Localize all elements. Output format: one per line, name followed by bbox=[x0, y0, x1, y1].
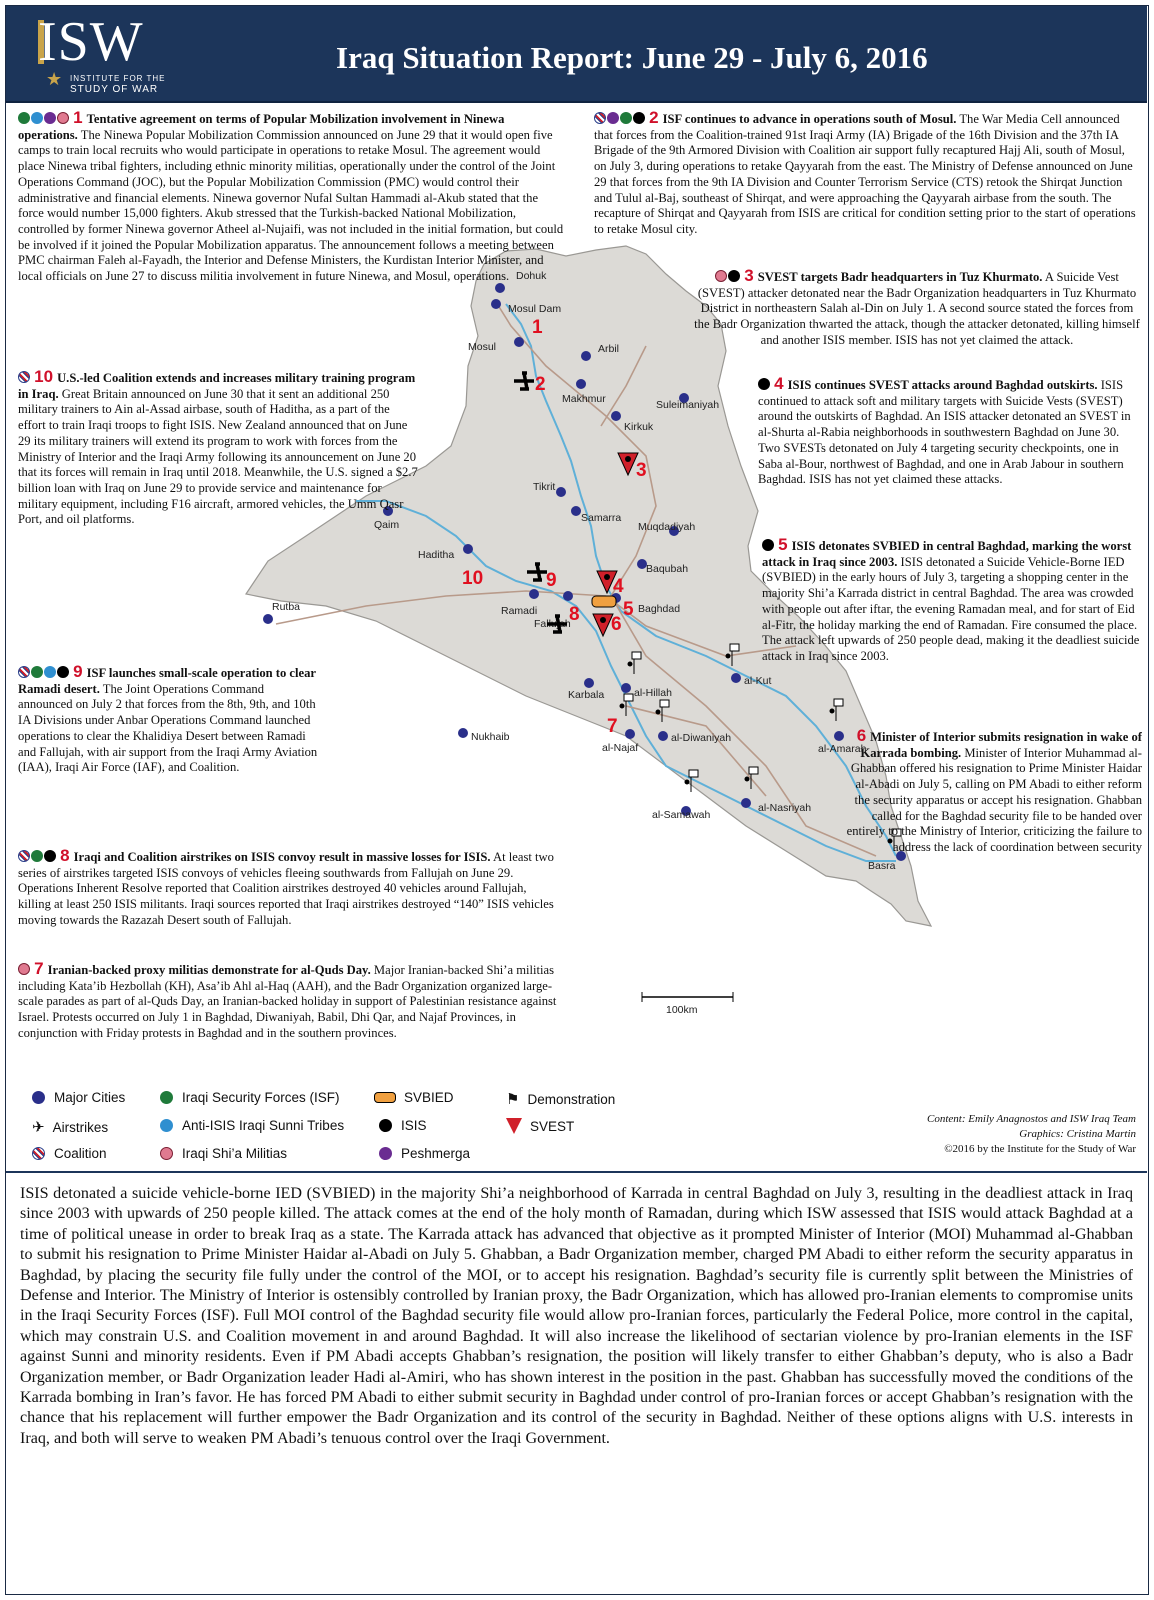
block-body: Great Britain announced on June 30 that it sent an additional 250 military trainers to Ain al-Assad airbase, south of Haditha, as a part of the effort to train Iraqi troops to fight ISIS. New Zealand announced that on June 29 its military trainers will extend its program to work with forces from the Ministry of Interior and the Iraqi Army following its announcement on June 20 that its forces will remain in Iraq until 2018. Meanwhile, the U.S. signed a $2.7 billion loan with Iraq on June 29 to provide service and maintenance for military equipment, including F16 aircraft, armored vehicles, the Umm Qasr Port, and oil platforms. bbox=[18, 386, 418, 527]
block-10 bbox=[18, 369, 418, 659]
block-number: 1 bbox=[73, 110, 83, 127]
isis-dot bbox=[758, 378, 770, 390]
block-5 bbox=[762, 537, 1142, 717]
shia-dot bbox=[715, 270, 727, 282]
legend-label: Anti-ISIS Iraqi Sunni Tribes bbox=[182, 1118, 345, 1133]
coalition-dot bbox=[32, 1147, 45, 1160]
block-heading: Minister of Interior submits resignation in wake of Karrada bombing. bbox=[860, 730, 1142, 760]
block-body: The War Media Cell announced that forces from the Coalition-trained 91st Iraqi Army (IA) Brigade of the 16th Division and the 37th IA Brigade of the 9th Armored Division with Coalition air support fully recaptured Hajj Ali, south of Mosul, on July 3, during operations to retake Qayyarah from the east. The Ministry of Defense announced on June 29 that forces from the 9th IA Division and Counter Terrorism Service (CTS) retook the Shirqat Junction and Tulul al-Baj, southeast of Shirqat, and were approaching the Qayyarah airbase from the south. The recapture of Shirqat and Qayyarah from ISIS are critical for condition setting prior to the start of operations to retake Mosul city. bbox=[594, 112, 1136, 236]
map-marker-8: 8 bbox=[569, 604, 580, 625]
city-label-arbil: Arbil bbox=[598, 343, 620, 355]
block-heading: Iranian-backed proxy militias demonstrate for al-Quds Day. bbox=[47, 963, 371, 977]
city-label-nukhaib: Nukhaib bbox=[471, 731, 510, 743]
svest-icon bbox=[506, 1118, 522, 1134]
shia-dot bbox=[18, 963, 30, 975]
coalition-dot bbox=[18, 371, 30, 383]
shia-dot bbox=[160, 1147, 173, 1160]
block-7 bbox=[18, 961, 558, 1061]
coalition-dot bbox=[18, 666, 30, 678]
block-heading: Tentative agreement on terms of Popular Mobilization involvement in Ninewa operations. bbox=[18, 112, 505, 142]
star-icon: ★ bbox=[46, 69, 63, 89]
block-9 bbox=[18, 664, 318, 832]
city-label-ramadi: Ramadi bbox=[501, 605, 538, 617]
city-label-suleimaniyah: Suleimaniyah bbox=[656, 399, 720, 411]
block-number: 10 bbox=[34, 369, 54, 386]
map-legend bbox=[6, 1084, 876, 1174]
block-8 bbox=[18, 848, 558, 948]
isf-dot bbox=[18, 112, 30, 124]
legend-isf bbox=[160, 1090, 340, 1105]
city-label-rutba: Rutba bbox=[272, 601, 301, 613]
isf-dot bbox=[160, 1091, 173, 1104]
map-marker-4: 4 bbox=[613, 576, 624, 597]
svbied-icon bbox=[592, 596, 616, 607]
city-label-al-hillah: al-Hillah bbox=[634, 687, 672, 699]
city-label-baghdad: Baghdad bbox=[638, 603, 681, 615]
city-label-al-nasriyah: al-Nasriyah bbox=[758, 802, 812, 814]
map-marker-3: 3 bbox=[636, 460, 647, 481]
legend-label: ISIS bbox=[401, 1118, 427, 1133]
block-heading: U.S.-led Coalition extends and increases military training program in Iraq. bbox=[18, 371, 416, 401]
map-marker-10: 10 bbox=[462, 568, 484, 589]
city-label-al-kut: al-Kut bbox=[744, 675, 772, 687]
coalition-dot bbox=[18, 850, 30, 862]
demonstration-icon: ⚑ bbox=[506, 1091, 520, 1108]
legend-svbied bbox=[374, 1090, 454, 1105]
legend-label: Coalition bbox=[54, 1146, 107, 1161]
legend-isis bbox=[379, 1118, 427, 1133]
legend-major-cities bbox=[32, 1090, 125, 1105]
city-label-al-diwaniyah: al-Diwaniyah bbox=[671, 732, 732, 744]
report-title: Iraq Situation Report: June 29 - July 6, 2016 bbox=[336, 40, 928, 75]
block-4 bbox=[758, 376, 1142, 528]
city-label-samarra: Samarra bbox=[581, 512, 622, 524]
block-number: 4 bbox=[774, 376, 784, 393]
credits bbox=[856, 1112, 1136, 1157]
legend-label: Peshmerga bbox=[401, 1146, 471, 1161]
city-al-samawah bbox=[652, 806, 711, 821]
map-marker-9: 9 bbox=[546, 570, 557, 591]
tribe-dot bbox=[160, 1119, 173, 1132]
city-label-al-amarah: al-Amarah bbox=[818, 743, 867, 755]
legend-label: Airstrikes bbox=[52, 1119, 109, 1135]
section-divider bbox=[6, 1171, 1147, 1173]
city-nukhaib bbox=[458, 728, 510, 743]
city-label-haditha: Haditha bbox=[418, 549, 455, 561]
legend-label: Major Cities bbox=[54, 1090, 126, 1105]
isis-dot bbox=[44, 850, 56, 862]
legend-label: Demonstration bbox=[527, 1091, 616, 1107]
block-heading: ISF continues to advance in operations south of Mosul. bbox=[662, 112, 957, 126]
block-3 bbox=[694, 268, 1140, 366]
block-heading: ISIS detonates SVBIED in central Baghdad, marking the worst attack in Iraq since 2003. bbox=[762, 539, 1132, 569]
city-label-qaim: Qaim bbox=[374, 519, 400, 531]
coalition-dot bbox=[594, 112, 606, 124]
svbied-icon bbox=[374, 1092, 396, 1103]
city-label-al-samawah: al-Samawah bbox=[652, 809, 711, 821]
block-heading: SVEST targets Badr headquarters in Tuz Khurmato. bbox=[757, 270, 1043, 284]
block-number: 6 bbox=[856, 728, 867, 745]
city-label-mosul: Mosul bbox=[468, 341, 497, 353]
block-body: ISIS detonated a Suicide Vehicle-Borne IED (SVBIED) in the early hours of July 3, targeting a shopping center in the majority Shi’a Karrada district in central Baghdad. The area was crowded with people out after iftar, the evening Ramadan meal, and for start of Eid al-Fitr, the holiday marking the end of Ramadan. Fire consumed the place. The attack left upwards of 250 people dead, making it the deadliest suicide attack in Iraq since 2003. bbox=[762, 554, 1140, 663]
map-marker-1: 1 bbox=[532, 317, 543, 338]
report-frame bbox=[5, 5, 1149, 1595]
legend-sunni-tribes bbox=[160, 1118, 344, 1133]
summary-paragraph: ISIS detonated a suicide vehicle-borne IED (SVBIED) in the majority Shi’a neighborhood of Karrada in central Baghdad on July 3, resulting in the deadliest attack in Iraq since 2003 with upwards of 250 people killed. The attack comes at the end of the holy month of Ramadan, during which ISW assessed that ISIS would attack Baghdad at a time of political unease in order to break Iraq as a state. The Karrada attack has advanced that objective as it prompted Minister of Interior (MOI) Muhammad al-Ghabban to submit his resignation to Prime Minister Haidar al-Abadi on July 5. Ghabban, a Badr Organization member, charged PM Abadi to either reform the security apparatus in Baghdad, by placing the security file fully under the control of the MOI, or to accept his resignation. Baghdad’s security file is currently split between the Ministries of Defense and Interior. The Ministry of Interior is ostensibly controlled by Iranian proxy, the Badr Organization, which has allowed pro-Iranian elements to compromise units in the Iraqi Security Forces (ISF). Full MOI control of the Baghdad security file would allow pro-Iranian forces, particularly the Federal Police, more control in the capital, which may constrain U.S. and Coalition movement in and around Baghdad. It will also increase the likelihood of sectarian violence by pro-Iranian elements in the ISF against Sunni and minority residents. Even if PM Abadi accepts Ghabban’s resignation, the position will likely transfer to either Ghabban’s deputy, who is also a Badr Organization member, or Badr Organization leader Hadi al-Amiri, who has shown interest in the position in the past. Ghabban has successfully moved the conditions of the Karrada bombing in Iran’s favor. He has forced PM Abadi to either submit security in Baghdad under control of pro-Iranian forces or accept Ghabban’s resignation with the chance that his replacement will further empower the Badr Organization and its control of the security in Baghdad. Neither of these options aligns with U.S. interests in Iraq, and both will serve to weaken PM Abadi’s tenuous control over the Iraqi Government. bbox=[20, 1185, 1133, 1447]
map-marker-7: 7 bbox=[607, 716, 618, 737]
block-body: The Joint Operations Command announced on July 2 that forces from the 8th, 9th, and 10th IA Divisions under Anbar Operations Command launched operations to clear the Khalidiya Desert between Ramadi and Fallujah, with air support from the Iraqi Army Aviation (IAA), Iraqi Air Force (IAF), and Coalition. bbox=[18, 681, 318, 775]
block-2 bbox=[594, 110, 1140, 250]
tribe-dot bbox=[31, 112, 43, 124]
block-body: At least two series of airstrikes targeted ISIS convoys of vehicles fleeing southwards from Fallujah on June 29. Operations Inherent Resolve reported that Coalition airstrikes destroyed 40 vehicles around Fallujah, killing at least 250 ISIS militants. Iraqi sources reported that Iraqi airstrikes destroyed “140” ISIS vehicles moving towards the Razazah Desert south of Fallujah. bbox=[18, 850, 554, 927]
city-label-mosul-dam: Mosul Dam bbox=[508, 303, 562, 315]
copyright: ©2016 by the Institute for the Study of War bbox=[944, 1143, 1136, 1155]
isis-dot bbox=[762, 539, 774, 551]
isf-dot bbox=[31, 850, 43, 862]
block-body: The Ninewa Popular Mobilization Commission announced on June 29 that it would open five camps to train local recruits who would participate in operations to retake Mosul. The agreement would place Ninewa tribal fighters, including ethnic minority militias, operationally under the control of the Joint Operations Command (JOC), but the Popular Mobilization Commission (PMC) would control their administrative and financial elements. Ninewa governor Nufal Sultan Hammadi al-Akub stated that the force would number 15,000 fighters. Akub stressed that the Turkish-backed National Mobilization, controlled by former Ninewa governor Atheel al-Nujaifi, was not included in the initial formation, but could be involved if it joined the Popular Mobilization apparatus. The announcement follows a meeting between PMC chairman Faleh al-Fayadh, the Interior and Defense Ministers, the Kurdistan Interior Minister, and local officials on June 27 to discuss militia involvement in future Ninewa, and Mosul, operations. bbox=[18, 127, 564, 284]
block-heading: ISIS continues SVEST attacks around Baghdad outskirts. bbox=[787, 378, 1098, 392]
city-label-baqubah: Baqubah bbox=[646, 563, 689, 575]
peshmerga-dot bbox=[44, 112, 56, 124]
city-label-al-najaf: al-Najaf bbox=[602, 742, 639, 754]
tribe-dot bbox=[44, 666, 56, 678]
city-dot bbox=[32, 1091, 45, 1104]
legend-demonstration bbox=[506, 1090, 615, 1108]
block-number: 8 bbox=[60, 848, 70, 865]
block-body: Minister of Interior Muhammad al-Ghabban offered his resignation to Prime Minister Haidar al-Abadi on July 5, calling on PM Abadi to either reform the security apparatus or accept his resignation. Ghabban called for the Baghdad security file to be handed over entirely to the Ministry of Interior, criticizing the failure to address the lack of coordination between security bbox=[846, 745, 1142, 854]
block-body: Major Iranian-backed Shi’a militias including Kata’ib Hezbollah (KH), Asa’ib Ahl al-Haq (AAH), and the Badr Organization organized large-scale parades as part of al-Quds Day, an Iranian-backed holiday in support of Palestinian resistance against Israel. Protests occurred on July 1 in Baghdad, Diwaniyah, Babil, Dhi Qar, and Najaf Provinces, in conjunction with Friday protests in Baghdad and in the southern provinces. bbox=[18, 963, 557, 1040]
block-number: 7 bbox=[34, 961, 44, 978]
legend-coalition bbox=[32, 1146, 107, 1161]
block-number: 5 bbox=[778, 537, 788, 554]
airstrike-icon: ✈ bbox=[32, 1119, 45, 1136]
map-marker-2: 2 bbox=[535, 374, 546, 395]
block-body: A Suicide Vest (SVEST) attacker detonated near the Badr Organization headquarters in Tuz Khurmato District in northeastern Salah al-Din on July 1. A second source stated the forces from the Badr Organization thwarted the attack, though the attacker detonated, killing himself and another ISIS member. ISIS has not yet claimed the attack. bbox=[694, 270, 1140, 347]
block-number: 3 bbox=[744, 268, 754, 285]
city-label-fallujah: Fallujah bbox=[534, 618, 571, 630]
city-label-makhmur: Makhmur bbox=[562, 393, 606, 405]
isis-dot bbox=[57, 666, 69, 678]
block-6-continued bbox=[826, 858, 1142, 1038]
logo-text: ISW bbox=[38, 11, 144, 73]
legend-label: Iraqi Security Forces (ISF) bbox=[182, 1090, 340, 1105]
scale-bar bbox=[642, 992, 733, 1016]
peshmerga-dot bbox=[607, 112, 619, 124]
shia-dot bbox=[57, 112, 69, 124]
legend-label: SVEST bbox=[530, 1118, 575, 1134]
isis-dot bbox=[379, 1119, 392, 1132]
city-label-karbala: Karbala bbox=[568, 689, 605, 701]
legend-shia-militias bbox=[160, 1146, 287, 1161]
isf-dot bbox=[620, 112, 632, 124]
block-heading: ISF launches small-scale operation to clear Ramadi desert. bbox=[18, 666, 316, 696]
map-marker-5: 5 bbox=[623, 599, 634, 620]
city-label-tikrit: Tikrit bbox=[533, 481, 556, 493]
block-6 bbox=[846, 728, 1142, 856]
scale-label: 100km bbox=[666, 1004, 698, 1016]
block-body: ISIS continued to attack soft and military targets with Suicide Vests (SVEST) around the outskirts of Baghdad. An ISIS attacker detonated an SVEST in al-Shurta al-Rabia neighborhoods in southwestern Baghdad on June 30. Two SVESTs detonated on July 4 targeting security checkpoints, one in Saba al-Bour, northwest of Baghdad, and one in Arab Jabour in southern Baghdad. ISIS has not yet claimed these attacks. bbox=[758, 378, 1131, 487]
city-label-kirkuk: Kirkuk bbox=[624, 421, 654, 433]
block-number: 2 bbox=[649, 110, 659, 127]
legend-svest bbox=[506, 1118, 574, 1134]
peshmerga-dot bbox=[379, 1147, 392, 1160]
credits-content: Content: Emily Anagnostos and ISW Iraq Team bbox=[927, 1113, 1136, 1125]
block-heading: Iraqi and Coalition airstrikes on ISIS convoy result in massive losses for ISIS. bbox=[73, 850, 491, 864]
block-number: 9 bbox=[73, 664, 83, 681]
credits-graphics: Graphics: Cristina Martin bbox=[1019, 1128, 1136, 1140]
legend-label: SVBIED bbox=[404, 1090, 454, 1105]
city-label-dohuk: Dohuk bbox=[516, 270, 547, 282]
isis-dot bbox=[728, 270, 740, 282]
isf-dot bbox=[31, 666, 43, 678]
city-label-basra: Basra bbox=[868, 860, 896, 872]
isis-dot bbox=[633, 112, 645, 124]
block-1 bbox=[18, 110, 566, 357]
legend-label: Iraqi Shi’a Militias bbox=[182, 1146, 288, 1161]
map-marker-6: 6 bbox=[611, 614, 622, 635]
legend-peshmerga bbox=[379, 1146, 470, 1161]
logo-subtitle-2: STUDY OF WAR bbox=[70, 84, 159, 95]
logo-subtitle-1: INSTITUTE FOR THE bbox=[70, 74, 166, 83]
city-label-muqdadiyah: Muqdadiyah bbox=[638, 521, 696, 533]
legend-airstrikes bbox=[32, 1118, 108, 1136]
